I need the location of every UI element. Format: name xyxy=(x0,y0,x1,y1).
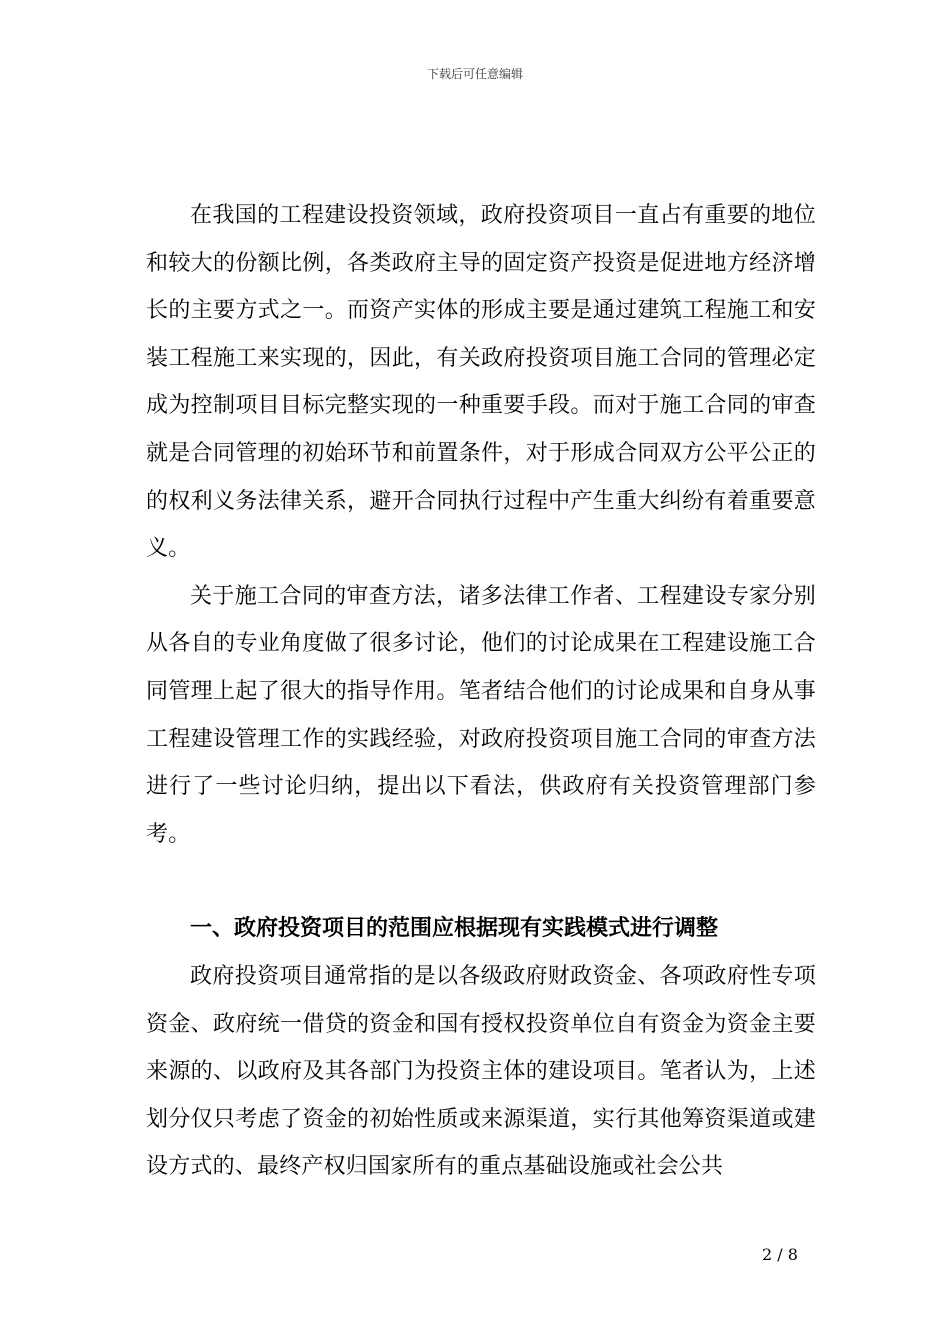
page-number: 2 / 8 xyxy=(762,1245,798,1264)
page-header-note: 下载后可任意编辑 xyxy=(426,67,523,81)
section-spacer xyxy=(146,858,816,905)
section-heading: 一、政府投资项目的范围应根据现有实践模式进行调整 xyxy=(190,916,719,942)
paragraph-intro-1: 在我国的工程建设投资领域，政府投资项目一直占有重要的地位和较大的份额比例，各类政府主导的固定资产投资是促进地方经济增长的主要方式之一。而资产实体的形成主要是通过建筑工程施工和安装工程施工来实现的，因此，有关政府投资项目施工合同的管理必定成为控制项目目标完整实现的一种重要手段。而对于施工合同的审查就是合同管理的初始环节和前置条件，对于形成合同双方公平公正的的权利义务法律关系，避开合同执行过程中产生重大纠纷有着重要意义。 xyxy=(146,203,816,562)
document-body xyxy=(146,192,816,1191)
paragraph-section-1: 政府投资项目通常指的是以各级政府财政资金、各项政府性专项资金、政府统一借贷的资金和国有授权投资单位自有资金为资金主要来源的、以政府及其各部门为投资主体的建设项目。笔者认为，上述划分仅只考虑了资金的初始性质或来源渠道，实行其他筹资渠道或建设方式的、最终产权归国家所有的重点基础设施或社会公共 xyxy=(146,963,816,1180)
paragraph-intro-2: 关于施工合同的审查方法，诸多法律工作者、工程建设专家分别从各自的专业角度做了很多讨论，他们的讨论成果在工程建设施工合同管理上起了很大的指导作用。笔者结合他们的讨论成果和自身从事工程建设管理工作的实践经验，对政府投资项目施工合同的审查方法进行了一些讨论归纳，提出以下看法，供政府有关投资管理部门参考。 xyxy=(146,583,816,847)
